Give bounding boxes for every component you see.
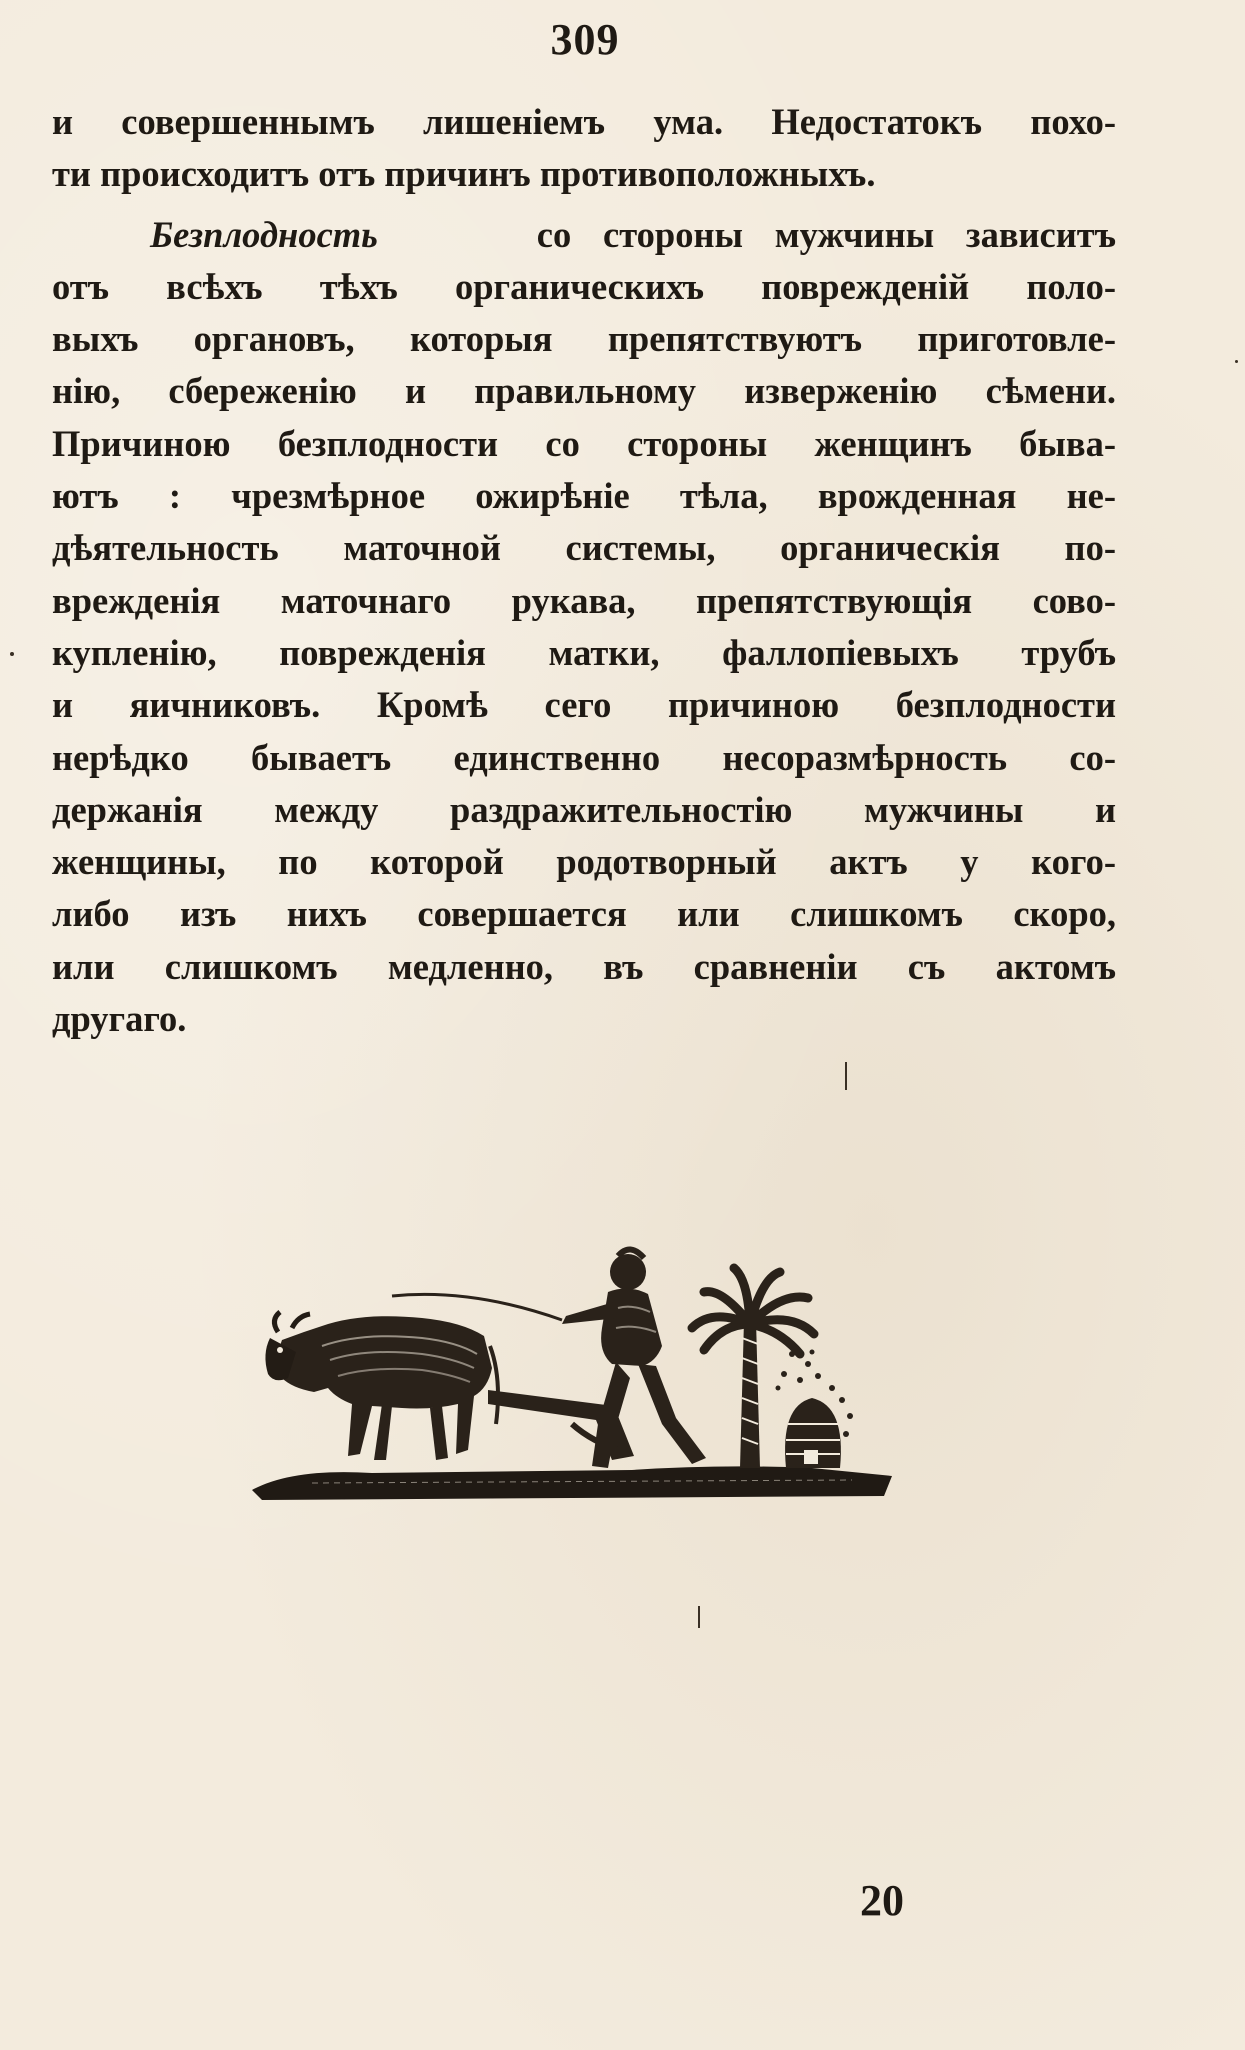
text-line: врежденія маточнаго рукава, препятствующія сово-: [52, 579, 1116, 621]
text-line: и яичниковъ. Кромѣ сего причиною безплодности: [52, 684, 1116, 726]
page-number: 309: [550, 15, 620, 64]
text-line: выхъ органовъ, которыя препятствуютъ приготовле-: [52, 318, 1116, 360]
text-line: купленію, поврежденія матки, фаллопіевыхъ трубъ: [52, 631, 1116, 673]
text-line-rest: со стороны мужчины зависитъ: [536, 213, 1116, 255]
text-line: нерѣдко бываетъ единственно несоразмѣрность со-: [52, 736, 1116, 778]
text-line: ютъ : чрезмѣрное ожирѣніе тѣла, врожденная не-: [52, 475, 1116, 517]
text-line: женщины, по которой родотворный актъ у кого-: [52, 841, 1116, 883]
text-line: и совершеннымъ лишеніемъ ума. Недостатокъ похо-: [52, 101, 1116, 142]
text-line: либо изъ нихъ совершается или слишкомъ скоро,: [52, 893, 1116, 935]
paper-speck: [845, 1062, 847, 1090]
text-line: ти происходитъ отъ причинъ противоположныхъ.: [52, 153, 876, 195]
text-line: дѣятельность маточной системы, органическія по-: [52, 527, 1116, 569]
italic-term: Безплодность: [150, 213, 378, 255]
text-line: держанія между раздражительностію мужчины и: [52, 788, 1116, 830]
text-line: Причиною безплодности со стороны женщинъ бывa-: [52, 422, 1116, 464]
text-line: нію, сбереженію и правильному изверженію сѣмени.: [52, 370, 1116, 412]
paper-speck: [1235, 360, 1238, 363]
signature-mark: 20: [860, 1876, 904, 1925]
woodcut-ploughman-oxen-icon: [252, 1228, 892, 1508]
paper-speck: [10, 652, 14, 656]
text-line: отъ всѣхъ тѣхъ органическихъ поврежденій поло-: [52, 265, 1116, 307]
text-line: или слишкомъ медленно, въ сравненіи съ актомъ: [52, 945, 1116, 987]
paper-speck: [698, 1606, 700, 1628]
text-line-paragraph-start: [52, 209, 1116, 261]
body-text: [52, 96, 1116, 1045]
text-line: другаго.: [52, 998, 187, 1040]
